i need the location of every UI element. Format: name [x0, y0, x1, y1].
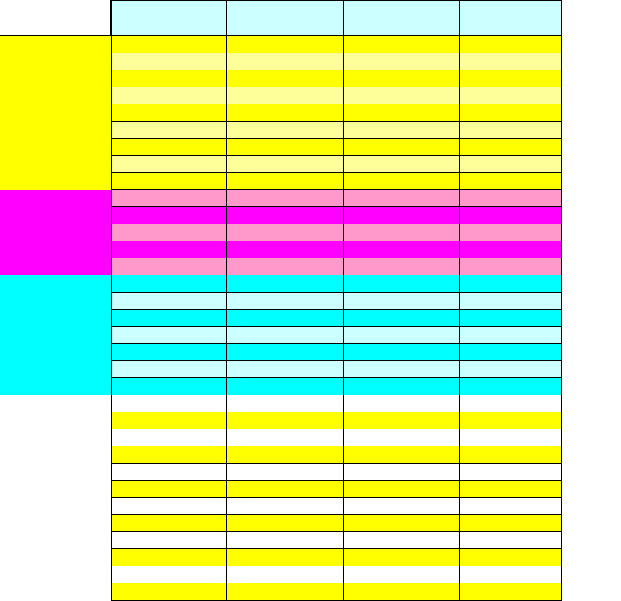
cell-russia-size — [227, 104, 344, 122]
cell-russia-size — [227, 446, 344, 464]
cell-russia-size — [227, 156, 344, 174]
cell-foot-length — [344, 549, 460, 567]
cell-manufacturer-size — [111, 122, 227, 140]
cell-cheshki-size — [460, 104, 562, 122]
cell-cheshki-size — [460, 446, 562, 464]
cell-cheshki-size — [460, 36, 562, 54]
cell-manufacturer-size — [111, 481, 227, 499]
cell-foot-length — [344, 104, 460, 122]
cell-manufacturer-size — [111, 446, 227, 464]
cell-russia-size — [227, 36, 344, 54]
cell-foot-length — [344, 515, 460, 533]
group-label-nursery — [0, 36, 111, 190]
cell-cheshki-size — [460, 207, 562, 225]
cell-manufacturer-size — [111, 515, 227, 533]
cell-foot-length — [344, 395, 460, 413]
cell-manufacturer-size — [111, 395, 227, 413]
cell-manufacturer-size — [111, 532, 227, 550]
cell-foot-length — [344, 173, 460, 191]
cell-foot-length — [344, 532, 460, 550]
cell-manufacturer-size — [111, 378, 227, 396]
cell-manufacturer-size — [111, 36, 227, 54]
cell-russia-size — [227, 378, 344, 396]
cell-russia-size — [227, 395, 344, 413]
cell-foot-length — [344, 241, 460, 259]
cell-cheshki-size — [460, 395, 562, 413]
cell-manufacturer-size — [111, 104, 227, 122]
cell-russia-size — [227, 293, 344, 311]
cell-foot-length — [344, 258, 460, 276]
cell-foot-length — [344, 87, 460, 105]
cell-cheshki-size — [460, 361, 562, 379]
cell-russia-size — [227, 327, 344, 345]
cell-manufacturer-size — [111, 70, 227, 88]
cell-cheshki-size — [460, 293, 562, 311]
cell-russia-size — [227, 532, 344, 550]
cell-cheshki-size — [460, 583, 562, 601]
cell-cheshki-size — [460, 481, 562, 499]
cell-foot-length — [344, 327, 460, 345]
cell-cheshki-size — [460, 139, 562, 157]
cell-russia-size — [227, 53, 344, 71]
cell-russia-size — [227, 258, 344, 276]
cell-cheshki-size — [460, 344, 562, 362]
cell-foot-length — [344, 566, 460, 584]
cell-cheshki-size — [460, 122, 562, 140]
cell-foot-length — [344, 275, 460, 293]
cell-cheshki-size — [460, 310, 562, 328]
cell-foot-length — [344, 53, 460, 71]
cell-manufacturer-size — [111, 583, 227, 601]
header-manufacturer-size — [111, 0, 227, 36]
cell-foot-length — [344, 481, 460, 499]
cell-russia-size — [227, 173, 344, 191]
cell-cheshki-size — [460, 515, 562, 533]
cell-russia-size — [227, 429, 344, 447]
cell-cheshki-size — [460, 258, 562, 276]
cell-russia-size — [227, 70, 344, 88]
cell-manufacturer-size — [111, 412, 227, 430]
cell-cheshki-size — [460, 412, 562, 430]
cell-foot-length — [344, 446, 460, 464]
header-corner — [0, 0, 111, 36]
cell-cheshki-size — [460, 378, 562, 396]
cell-manufacturer-size — [111, 361, 227, 379]
cell-russia-size — [227, 412, 344, 430]
cell-russia-size — [227, 241, 344, 259]
cell-foot-length — [344, 344, 460, 362]
cell-foot-length — [344, 224, 460, 242]
cell-manufacturer-size — [111, 429, 227, 447]
cell-cheshki-size — [460, 566, 562, 584]
cell-manufacturer-size — [111, 241, 227, 259]
cell-russia-size — [227, 310, 344, 328]
cell-russia-size — [227, 361, 344, 379]
cell-foot-length — [344, 361, 460, 379]
cell-foot-length — [344, 293, 460, 311]
cell-cheshki-size — [460, 173, 562, 191]
cell-foot-length — [344, 378, 460, 396]
header-foot-length — [344, 0, 460, 36]
cell-russia-size — [227, 344, 344, 362]
cell-russia-size — [227, 275, 344, 293]
cell-cheshki-size — [460, 70, 562, 88]
cell-manufacturer-size — [111, 566, 227, 584]
cell-cheshki-size — [460, 156, 562, 174]
cell-cheshki-size — [460, 498, 562, 516]
cell-foot-length — [344, 156, 460, 174]
cell-foot-length — [344, 122, 460, 140]
cell-cheshki-size — [460, 87, 562, 105]
cell-manufacturer-size — [111, 258, 227, 276]
cell-cheshki-size — [460, 327, 562, 345]
cell-foot-length — [344, 36, 460, 54]
cell-manufacturer-size — [111, 293, 227, 311]
cell-russia-size — [227, 464, 344, 482]
cell-manufacturer-size — [111, 224, 227, 242]
cell-manufacturer-size — [111, 87, 227, 105]
cell-manufacturer-size — [111, 139, 227, 157]
cell-russia-size — [227, 87, 344, 105]
cell-foot-length — [344, 464, 460, 482]
cell-russia-size — [227, 139, 344, 157]
cell-russia-size — [227, 481, 344, 499]
cell-russia-size — [227, 122, 344, 140]
cell-foot-length — [344, 310, 460, 328]
cell-cheshki-size — [460, 241, 562, 259]
cell-cheshki-size — [460, 532, 562, 550]
cell-manufacturer-size — [111, 344, 227, 362]
cell-russia-size — [227, 207, 344, 225]
cell-manufacturer-size — [111, 53, 227, 71]
group-label-toddler — [0, 190, 111, 276]
cell-cheshki-size — [460, 549, 562, 567]
cell-cheshki-size — [460, 53, 562, 71]
cell-foot-length — [344, 412, 460, 430]
cell-manufacturer-size — [111, 156, 227, 174]
cell-manufacturer-size — [111, 498, 227, 516]
cell-foot-length — [344, 583, 460, 601]
cell-cheshki-size — [460, 275, 562, 293]
cell-russia-size — [227, 549, 344, 567]
cell-manufacturer-size — [111, 464, 227, 482]
cell-foot-length — [344, 498, 460, 516]
cell-russia-size — [227, 224, 344, 242]
cell-cheshki-size — [460, 190, 562, 208]
cell-cheshki-size — [460, 464, 562, 482]
header-russia-size — [227, 0, 344, 36]
cell-russia-size — [227, 190, 344, 208]
cell-manufacturer-size — [111, 327, 227, 345]
cell-cheshki-size — [460, 224, 562, 242]
cell-manufacturer-size — [111, 190, 227, 208]
header-cheshki-size — [460, 0, 562, 36]
cell-manufacturer-size — [111, 310, 227, 328]
cell-russia-size — [227, 515, 344, 533]
cell-russia-size — [227, 583, 344, 601]
cell-manufacturer-size — [111, 275, 227, 293]
cell-manufacturer-size — [111, 549, 227, 567]
cell-manufacturer-size — [111, 173, 227, 191]
cell-cheshki-size — [460, 429, 562, 447]
group-label-preschool — [0, 275, 111, 395]
cell-foot-length — [344, 70, 460, 88]
cell-foot-length — [344, 207, 460, 225]
cell-russia-size — [227, 566, 344, 584]
cell-foot-length — [344, 429, 460, 447]
cell-russia-size — [227, 498, 344, 516]
cell-foot-length — [344, 139, 460, 157]
cell-foot-length — [344, 190, 460, 208]
cell-manufacturer-size — [111, 207, 227, 225]
